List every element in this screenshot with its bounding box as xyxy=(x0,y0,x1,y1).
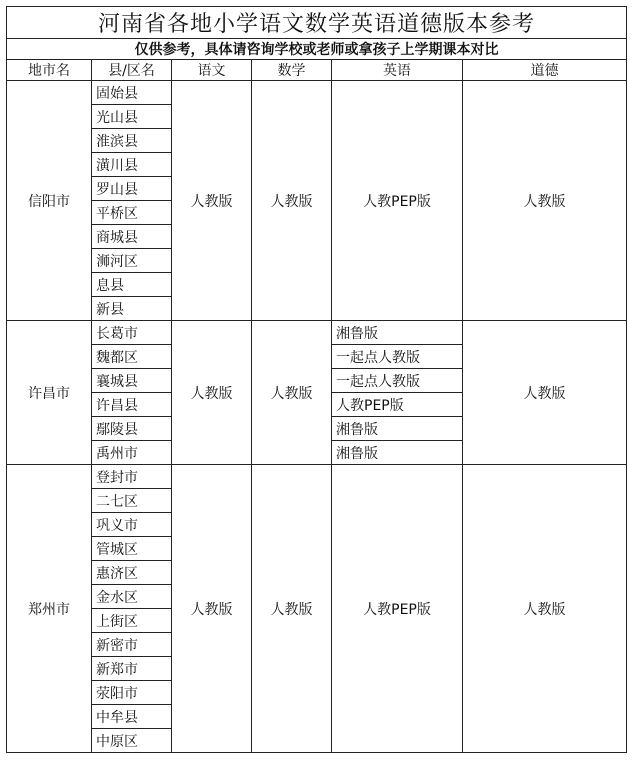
county-name-cell: 商城县 xyxy=(92,225,172,249)
version-table xyxy=(6,6,627,753)
county-name-cell: 中原区 xyxy=(92,729,172,753)
header-city: 地市名 xyxy=(7,60,92,81)
chinese-version-cell: 人教版 xyxy=(172,465,252,753)
county-name-cell: 鄢陵县 xyxy=(92,417,172,441)
version-reference-sheet xyxy=(6,6,626,761)
note-row xyxy=(7,39,627,60)
english-version-cell: 湘鲁版 xyxy=(332,321,463,345)
city-name-cell: 信阳市 xyxy=(7,81,92,321)
header-math: 数学 xyxy=(252,60,332,81)
header-county: 县/区名 xyxy=(92,60,172,81)
english-version-cell: 人教PEP版 xyxy=(332,465,463,753)
county-name-cell: 惠济区 xyxy=(92,561,172,585)
county-name-cell: 固始县 xyxy=(92,81,172,105)
county-name-cell: 中牟县 xyxy=(92,705,172,729)
table-row xyxy=(7,321,627,345)
county-name-cell: 管城区 xyxy=(92,537,172,561)
county-name-cell: 光山县 xyxy=(92,105,172,129)
county-name-cell: 登封市 xyxy=(92,465,172,489)
county-name-cell: 襄城县 xyxy=(92,369,172,393)
english-version-cell: 湘鲁版 xyxy=(332,441,463,465)
table-body xyxy=(7,7,627,753)
math-version-cell: 人教版 xyxy=(252,321,332,465)
county-name-cell: 新密市 xyxy=(92,633,172,657)
table-row xyxy=(7,81,627,105)
header-english: 英语 xyxy=(332,60,463,81)
morality-version-cell: 人教版 xyxy=(463,81,627,321)
english-version-cell: 人教PEP版 xyxy=(332,393,463,417)
county-name-cell: 浉河区 xyxy=(92,249,172,273)
math-version-cell: 人教版 xyxy=(252,465,332,753)
city-name-cell: 郑州市 xyxy=(7,465,92,753)
county-name-cell: 罗山县 xyxy=(92,177,172,201)
county-name-cell: 魏都区 xyxy=(92,345,172,369)
city-name-cell: 许昌市 xyxy=(7,321,92,465)
county-name-cell: 巩义市 xyxy=(92,513,172,537)
chinese-version-cell: 人教版 xyxy=(172,321,252,465)
county-name-cell: 淮滨县 xyxy=(92,129,172,153)
county-name-cell: 新郑市 xyxy=(92,657,172,681)
county-name-cell: 金水区 xyxy=(92,585,172,609)
english-version-cell: 一起点人教版 xyxy=(332,369,463,393)
morality-version-cell: 人教版 xyxy=(463,465,627,753)
english-version-cell: 人教PEP版 xyxy=(332,81,463,321)
header-row xyxy=(7,60,627,81)
title-row xyxy=(7,7,627,39)
county-name-cell: 禹州市 xyxy=(92,441,172,465)
math-version-cell: 人教版 xyxy=(252,81,332,321)
county-name-cell: 上街区 xyxy=(92,609,172,633)
county-name-cell: 荥阳市 xyxy=(92,681,172,705)
county-name-cell: 长葛市 xyxy=(92,321,172,345)
county-name-cell: 潢川县 xyxy=(92,153,172,177)
english-version-cell: 湘鲁版 xyxy=(332,417,463,441)
morality-version-cell: 人教版 xyxy=(463,321,627,465)
county-name-cell: 二七区 xyxy=(92,489,172,513)
header-chinese: 语文 xyxy=(172,60,252,81)
chinese-version-cell: 人教版 xyxy=(172,81,252,321)
document-title: 河南省各地小学语文数学英语道德版本参考 xyxy=(7,7,627,39)
english-version-cell: 一起点人教版 xyxy=(332,345,463,369)
table-row xyxy=(7,465,627,489)
county-name-cell: 息县 xyxy=(92,273,172,297)
county-name-cell: 许昌县 xyxy=(92,393,172,417)
header-morality: 道德 xyxy=(463,60,627,81)
disclaimer-note: 仅供参考，具体请咨询学校或老师或拿孩子上学期课本对比 xyxy=(7,39,627,60)
county-name-cell: 平桥区 xyxy=(92,201,172,225)
county-name-cell: 新县 xyxy=(92,297,172,321)
